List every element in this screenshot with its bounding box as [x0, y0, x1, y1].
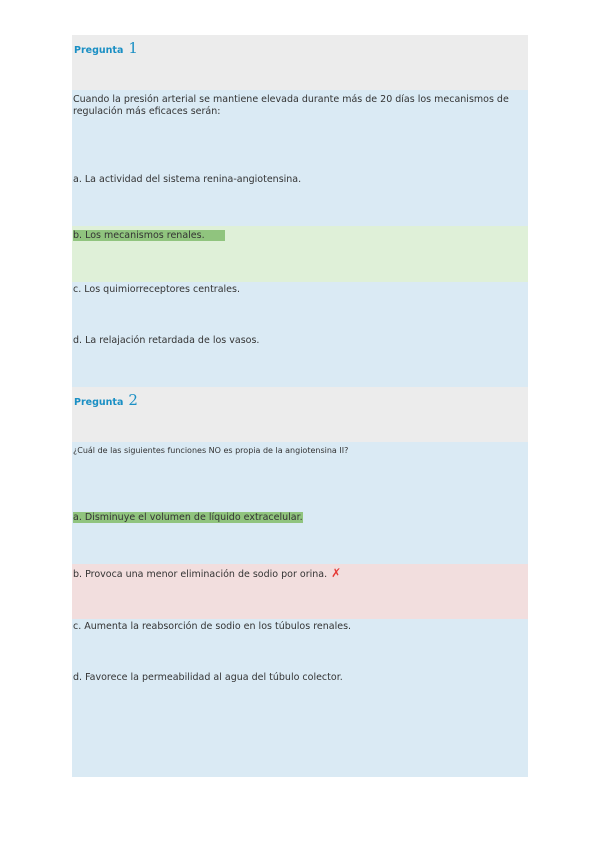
question-1-option-a[interactable]: a. La actividad del sistema renina-angiotensina. — [73, 174, 302, 185]
quiz-review — [72, 35, 528, 777]
question-2-options-cd — [72, 619, 528, 777]
question-2-option-d[interactable]: d. Favorece la permeabilidad al agua del túbulo colector. — [73, 672, 343, 683]
question-2-text: ¿Cuál de las siguientes funciones NO es propia de la angiotensina II? — [73, 446, 349, 455]
question-1-header — [72, 35, 528, 90]
question-1-text: Cuando la presión arterial se mantiene elevada durante más de 20 días los mecanismos de regulación más eficaces serán: — [73, 94, 509, 117]
question-2-option-b-row — [72, 564, 528, 619]
question-1-option-c[interactable]: c. Los quimiorreceptores centrales. — [73, 284, 240, 295]
question-2-option-a[interactable]: a. Disminuye el volumen de líquido extracelular. — [73, 512, 303, 523]
question-2-option-b[interactable]: b. Provoca una menor eliminación de sodio por orina. — [73, 569, 328, 580]
incorrect-x-icon: ✗ — [331, 566, 342, 580]
question-1-option-b-row — [72, 226, 528, 282]
question-1-option-d[interactable]: d. La relajación retardada de los vasos. — [73, 335, 260, 346]
question-2-number: 2 — [128, 391, 138, 409]
question-2-header — [72, 387, 528, 442]
question-2-content — [72, 442, 528, 564]
question-2-option-c[interactable]: c. Aumenta la reabsorción de sodio en los túbulos renales. — [73, 621, 352, 632]
question-2-label: Pregunta — [74, 397, 124, 408]
question-1-option-b[interactable]: b. Los mecanismos renales. — [73, 230, 225, 241]
question-1-number: 1 — [128, 39, 138, 57]
question-1-label: Pregunta — [74, 45, 124, 56]
question-1-content — [72, 90, 528, 226]
question-1-options-cd — [72, 282, 528, 387]
